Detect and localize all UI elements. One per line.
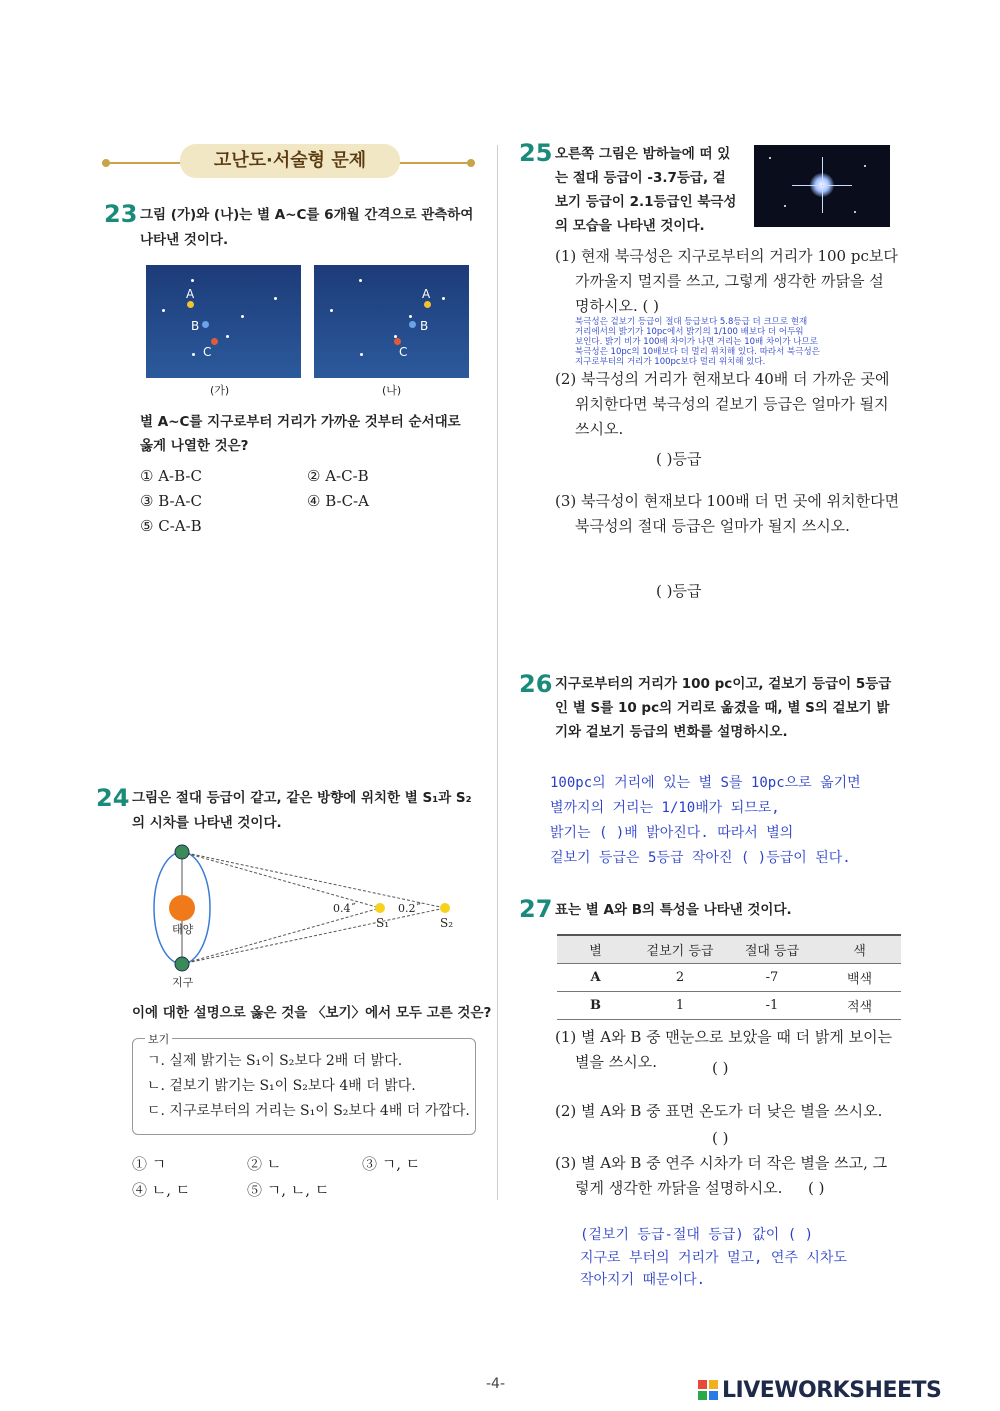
table-cell: 적색	[818, 992, 901, 1020]
polaris-spike-v	[822, 157, 823, 213]
q23-caption-left: (가)	[210, 384, 230, 397]
bg-star	[191, 279, 194, 282]
table-row	[557, 992, 901, 1020]
star-b	[409, 321, 416, 328]
bg-star	[241, 315, 244, 318]
angle-label-2: 0.2˝	[398, 902, 421, 915]
q25-sub2-blank[interactable]: ( )등급	[656, 450, 702, 468]
star-a	[187, 301, 194, 308]
q27-sub2-line: (2) 별 A와 B 중 표면 온도가 더 낮은 별을 쓰시오.	[555, 1102, 883, 1120]
q25-sub3-line1: (3) 북극성이 현재보다 100배 더 먼 곳에 위치한다면	[555, 492, 900, 510]
star-b-label: B	[420, 319, 429, 333]
q25-text-line1: 오른쪽 그림은 밤하늘에 떠 있	[555, 146, 731, 162]
q25-sub3-blank[interactable]: ( )등급	[656, 582, 702, 600]
q26-text-line2: 인 별 S를 10 pc의 거리로 옮겼을 때, 별 S의 겉보기 밝	[555, 700, 890, 716]
q25-sub2-line2: 위치한다면 북극성의 겉보기 등급은 얼마가 될지	[575, 395, 889, 413]
sightline	[182, 908, 445, 964]
q27-sub1-line2: 별을 쓰시오.	[575, 1053, 657, 1071]
q23-caption-right: (나)	[382, 384, 402, 397]
q27-answer-line1[interactable]: (겉보기 등급-절대 등급) 값이 ( )	[580, 1227, 814, 1243]
q25-text-line3: 보기 등급이 2.1등급인 북극성	[555, 194, 737, 210]
header-dot-right	[467, 159, 475, 167]
q23-question-line2: 옳게 나열한 것은?	[140, 438, 249, 454]
sightline	[182, 908, 380, 964]
section-header	[105, 142, 475, 182]
q25-sub1-answer-line3: 보인다. 밝기 비가 100배 차이가 나면 거리는 10배 차이가 나므로	[575, 337, 818, 347]
bogi-title: 보기	[145, 1031, 172, 1047]
star-a	[424, 301, 431, 308]
earth-label: 지구	[172, 976, 194, 989]
q25-text-line2: 는 절대 등급이 -3.7등급, 겉	[555, 170, 726, 186]
sightline	[182, 852, 445, 908]
bg-star	[226, 335, 229, 338]
bg-star	[409, 315, 412, 318]
q24-option-4[interactable]: ④ ㄴ, ㄷ	[132, 1181, 191, 1199]
q25-sub2-line1: (2) 북극성의 거리가 현재보다 40배 더 가까운 곳에	[555, 370, 890, 388]
section-title: 고난도·서술형 문제	[180, 144, 400, 178]
table-cell: -7	[726, 964, 818, 992]
q23-option-2[interactable]: ② A-C-B	[307, 467, 369, 485]
q24-option-3[interactable]: ③ ㄱ, ㄷ	[362, 1155, 421, 1173]
s2-label: S₂	[440, 916, 454, 930]
star-a-label: A	[186, 287, 195, 301]
table-cell: B	[557, 992, 634, 1020]
header-dot-left	[102, 159, 110, 167]
q26-text-line3: 기와 겉보기 등급의 변화를 설명하시오.	[555, 724, 788, 740]
q23-option-5[interactable]: ⑤ C-A-B	[140, 517, 202, 535]
q24-question: 이에 대한 설명으로 옳은 것을 〈보기〉에서 모두 고른 것은?	[132, 1005, 492, 1021]
table-header: 겉보기 등급	[634, 935, 726, 964]
earth-bottom	[175, 957, 189, 971]
q27-answer-line2: 지구로 부터의 거리가 멀고, 연주 시차도	[580, 1250, 847, 1266]
bg-star	[360, 353, 363, 356]
q27-text: 표는 별 A와 B의 특성을 나타낸 것이다.	[555, 902, 792, 918]
table-header: 색	[818, 935, 901, 964]
q23-text-line1: 그림 (가)와 (나)는 별 A~C를 6개월 간격으로 관측하여	[140, 207, 474, 223]
q23-option-1[interactable]: ① A-B-C	[140, 467, 202, 485]
q27-answer-line3: 작아지기 때문이다.	[580, 1272, 706, 1288]
table-header: 절대 등급	[726, 935, 818, 964]
q24-bogi-box	[132, 1033, 476, 1135]
angle-label-1: 0.4˝	[333, 902, 356, 915]
q23-option-3[interactable]: ③ B-A-C	[140, 492, 202, 510]
bg-star	[769, 157, 771, 159]
table-cell: 2	[634, 964, 726, 992]
brand-name: LIVEWORKSHEETS	[722, 1378, 942, 1403]
header-line-left	[105, 162, 185, 164]
s1-label: S₁	[376, 916, 390, 930]
q27-table	[557, 934, 901, 1020]
q25-sub3-line2: 북극성의 절대 등급은 얼마가 될지 쓰시오.	[575, 517, 850, 535]
table-cell: -1	[726, 992, 818, 1020]
q24-text-line2: 의 시차를 나타낸 것이다.	[132, 815, 282, 831]
q25-sub1-answer-line5: 지구로부터의 거리가 100pc보다 멀리 위치해 있다.	[575, 357, 766, 367]
star-c-label: C	[399, 345, 408, 359]
table-header-row	[557, 935, 901, 964]
q27-sub1-blank[interactable]: ( )	[712, 1059, 729, 1077]
q27-sub2-blank[interactable]: ( )	[712, 1129, 729, 1147]
bg-star	[274, 297, 277, 300]
bg-star	[162, 309, 165, 312]
star-b-label: B	[191, 319, 200, 333]
q25-sub1-line3[interactable]: 명하시오. ( )	[575, 297, 659, 315]
q24-option-2[interactable]: ② ㄴ	[247, 1155, 282, 1173]
star-c	[211, 338, 218, 345]
q27-sub1-line1: (1) 별 A와 B 중 맨눈으로 보았을 때 더 밝게 보이는	[555, 1028, 893, 1046]
q23-figure-right	[314, 265, 469, 378]
q24-text-line1: 그림은 절대 등급이 같고, 같은 방향에 위치한 별 S₁과 S₂	[132, 790, 472, 806]
star-c-label: C	[203, 345, 212, 359]
star-c	[394, 338, 401, 345]
q25-sub1-answer-line4: 북극성은 10pc의 10배보다 더 멀리 위치해 있다. 따라서 북극성은	[575, 347, 820, 357]
q27-sub3-line2: 렇게 생각한 까닭을 설명하시오.	[575, 1179, 783, 1197]
bg-star	[784, 205, 786, 207]
q24-number: 24	[96, 784, 130, 812]
q24-parallax-diagram	[140, 840, 470, 990]
bg-star	[192, 353, 195, 356]
bg-star	[854, 211, 856, 213]
table-row	[557, 964, 901, 992]
column-divider	[497, 145, 498, 1200]
star-a-label: A	[422, 287, 431, 301]
q27-number: 27	[519, 895, 553, 923]
star-s1	[375, 903, 385, 913]
page-number: -4-	[486, 1376, 506, 1392]
bogi-item-3: ㄷ. 지구로부터의 거리는 S₁이 S₂보다 4배 더 가깝다.	[147, 1103, 470, 1119]
q23-text-line2: 나타낸 것이다.	[140, 232, 229, 248]
sightline	[182, 852, 380, 908]
table-header: 별	[557, 935, 634, 964]
q26-number: 26	[519, 670, 553, 698]
bg-star	[330, 309, 333, 312]
q26-text-line1: 지구로부터의 거리가 100 pc이고, 겉보기 등급이 5등급	[555, 676, 892, 692]
q25-sub1-answer-line2: 거리에서의 밝기가 10pc에서 밝기의 1/100 배보다 더 어두워	[575, 327, 804, 337]
bogi-item-1: ㄱ. 실제 밝기는 S₁이 S₂보다 2배 더 밝다.	[147, 1053, 403, 1069]
q25-number: 25	[519, 139, 553, 167]
q25-sub1-line2: 가까울지 멀지를 쓰고, 그렇게 생각한 까닭을 설	[575, 272, 884, 290]
q24-option-1[interactable]: ① ㄱ	[132, 1155, 167, 1173]
earth-top	[175, 845, 189, 859]
q23-option-4[interactable]: ④ B-C-A	[307, 492, 369, 510]
polaris-photo	[754, 145, 890, 227]
q26-answer-line1: 100pc의 거리에 있는 별 S를 10pc으로 옮기면	[550, 775, 861, 791]
q26-answer-line3[interactable]: 밝기는 ( )배 밝아진다. 따라서 별의	[550, 825, 794, 841]
table-cell: 1	[634, 992, 726, 1020]
q25-text-line4: 의 모습을 나타낸 것이다.	[555, 218, 705, 234]
table-cell: A	[557, 964, 634, 992]
q25-sub2-line3: 쓰시오.	[575, 420, 624, 438]
bg-star	[864, 165, 866, 167]
star-b	[202, 321, 209, 328]
q25-sub1-answer-line1: 북극성은 겉보기 등급이 절대 등급보다 5.8등급 더 크므로 현재	[575, 317, 808, 327]
q26-answer-line2: 별까지의 거리는 1/10배가 되므로,	[550, 800, 780, 816]
bogi-item-2: ㄴ. 겉보기 밝기는 S₁이 S₂보다 4배 더 밝다.	[147, 1078, 416, 1094]
q26-answer-line4[interactable]: 겉보기 등급은 5등급 작아진 ( )등급이 된다.	[550, 850, 851, 866]
bg-star	[442, 297, 445, 300]
star-s2	[440, 903, 450, 913]
table-cell: 백색	[818, 964, 901, 992]
sun-label: 태양	[172, 923, 194, 936]
q23-question-line1: 별 A~C를 지구로부터 거리가 가까운 것부터 순서대로	[140, 414, 461, 430]
brand-icon	[698, 1380, 718, 1400]
bg-star	[359, 279, 362, 282]
q27-sub3-blank[interactable]: ( )	[808, 1179, 825, 1197]
q23-number: 23	[104, 200, 138, 228]
sun	[169, 895, 195, 921]
q24-option-5[interactable]: ⑤ ㄱ, ㄴ, ㄷ	[247, 1181, 330, 1199]
q27-sub3-line1: (3) 별 A와 B 중 연주 시차가 더 작은 별을 쓰고, 그	[555, 1154, 888, 1172]
header-line-right	[395, 162, 473, 164]
q23-figure-left	[146, 265, 301, 378]
q25-sub1-line1: (1) 현재 북극성은 지구로부터의 거리가 100 pc보다	[555, 247, 898, 265]
